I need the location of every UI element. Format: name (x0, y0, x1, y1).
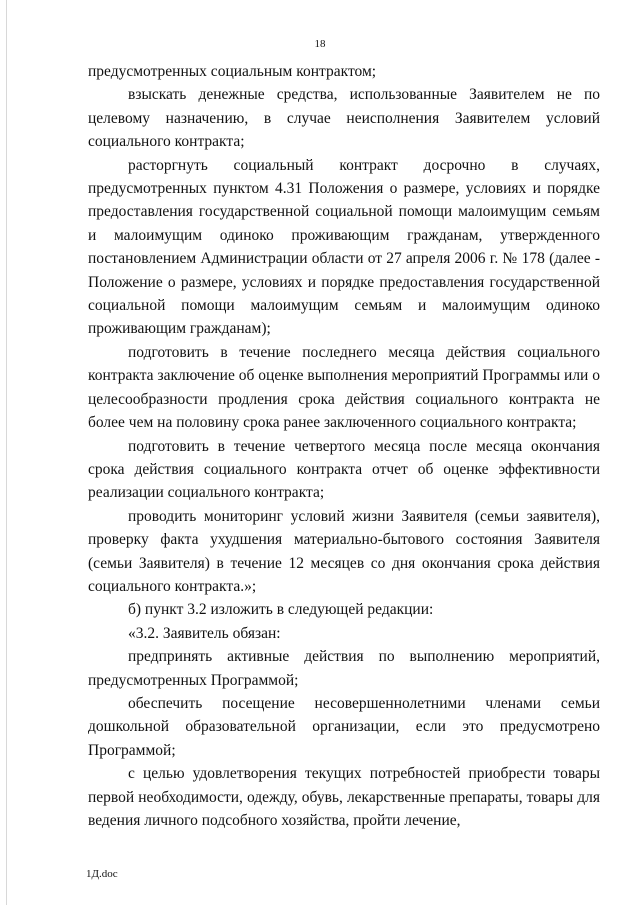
page-number: 18 (314, 38, 326, 50)
paragraph-recover-funds: взыскать денежные средства, использованные Заявителем не по целевому назначению, в случае неисполнения Заявителем условий социального контракта; (88, 86, 600, 151)
paragraph-amendment-b: б) пункт 3.2 изложить в следующей редакции: (128, 601, 434, 619)
paragraph-prepare-report: подготовить в течение четвертого месяца после месяца окончания срока действия социального контракта отчет об оценке эффективности реализации социального контракта; (88, 437, 600, 502)
paragraph-preschool-attendance: обеспечить посещение несовершеннолетними членами семьи дошкольной образовательной организации, если это предусмотрено Программой; (88, 694, 600, 759)
footer-filename: 1Д.doc (86, 868, 118, 880)
paragraph-monitoring: проводить мониторинг условий жизни Заявителя (семьи заявителя), проверку факта ухудшения материально-бытового состояния Заявителя (семьи Заявителя) в течение 12 месяцев со дня окончания срока действия социального контракта.»; (88, 507, 600, 595)
paragraph-clause-3-2-heading: «3.2. Заявитель обязан: (128, 624, 281, 642)
paragraph-continuation: предусмотренных социальным контрактом; (88, 63, 377, 80)
document-body (88, 60, 600, 832)
paragraph-terminate-contract: расторгнуть социальный контракт досрочно в случаях, предусмотренных пунктом 4.31 Положения о размере, условиях и порядке предоставления государственной социальной помощи малоимущим семьям и малоимущим одиноко проживающим гражданам, утвержденного постановлением Администрации области от 27 апреля 2006 г. № 178 (далее - Положение о размере, условиях и порядке предоставления государственной социальной помощи малоимущим семьям и малоимущим одиноко проживающим гражданам); (88, 156, 600, 338)
paragraph-active-actions: предпринять активные действия по выполнению мероприятий, предусмотренных Программой; (88, 648, 600, 689)
scan-edge-line (6, 0, 7, 905)
paragraph-purchase-goods: с целью удовлетворения текущих потребностей приобрести товары первой необходимости, одежду, обувь, лекарственные препараты, товары для ведения личного подсобного хозяйства, пройти лечение, (88, 765, 600, 829)
paragraph-prepare-conclusion: подготовить в течение последнего месяца действия социального контракта заключение об оценке выполнения мероприятий Программы или о целесообразности продления срока действия социального контракта не более чем на половину срока ранее заключенного социального контракта; (88, 343, 600, 432)
